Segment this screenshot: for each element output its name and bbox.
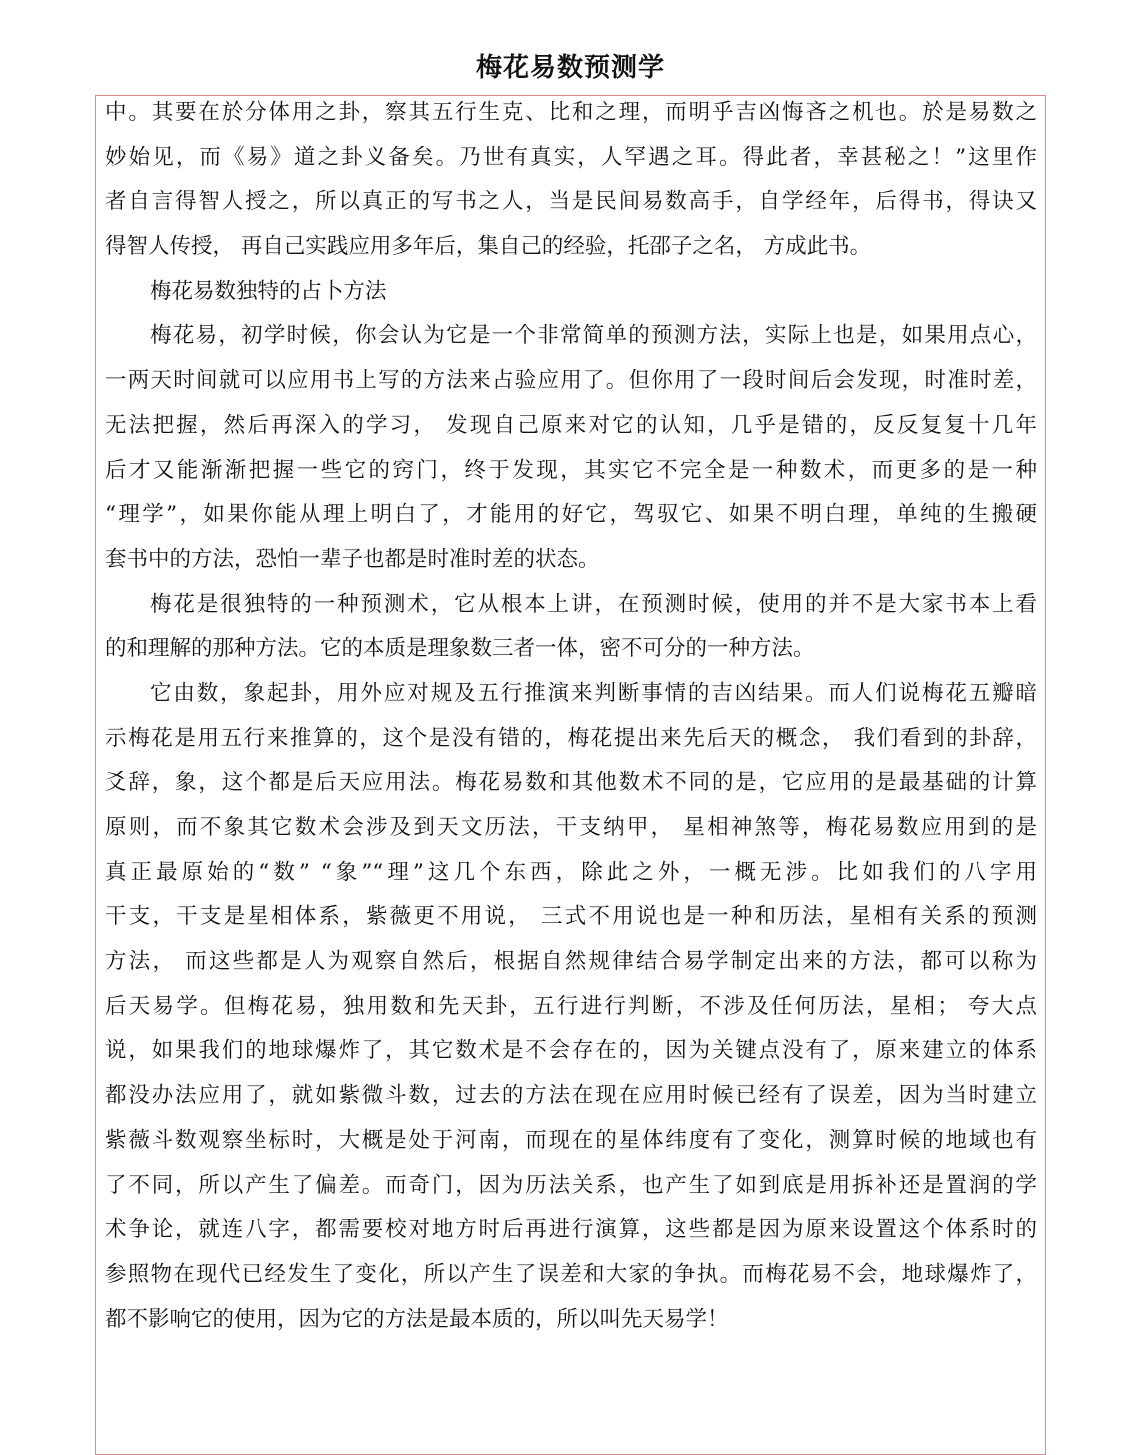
paragraph: [105, 91, 1037, 270]
text-line: 者自言得智人授之，所以真正的写书之人，当是民间易数高手，自学经年，后得书，得诀又: [105, 189, 1037, 215]
text-line: 真正最原始的“数” “象”“理”这几个东西，除此之外，一概无涉。比如我们的八字用: [105, 859, 1037, 885]
text-line: 紫薇斗数观察坐标时，大概是处于河南，而现在的星体纬度有了变化，测算时候的地域也有: [105, 1127, 1037, 1153]
text-line: 术争论，就连八字，都需要校对地方时后再进行演算，这些都是因为原来设置这个体系时的: [105, 1217, 1037, 1243]
text-line: 梅花是很独特的一种预测术，它从根本上讲，在预测时候，使用的并不是大家书本上看: [150, 591, 1037, 617]
text-line: 了不同，所以产生了偏差。而奇门，因为历法关系，也产生了如到底是用拆补还是置润的学: [105, 1172, 1037, 1198]
text-line: 原则，而不象其它数术会涉及到天文历法，干支纳甲， 星相神煞等，梅花易数应用到的是: [105, 815, 1037, 840]
text-line: 梅花易，初学时候，你会认为它是一个非常简单的预测方法，实际上也是，如果用点心，: [150, 323, 1037, 349]
section-heading: [105, 270, 1037, 315]
text-line: 妙始见，而《易》道之卦义备矣。乃世有真实，人罕遇之耳。得此者，幸甚秘之！”这里作: [105, 144, 1037, 170]
text-line: 爻辞，象，这个都是后天应用法。梅花易数和其他数术不同的是，它应用的是最基础的计算: [105, 770, 1037, 796]
text-line: 示梅花是用五行来推算的，这个是没有错的，梅花提出来先后天的概念， 我们看到的卦辞，: [105, 725, 1037, 751]
text-line: 套书中的方法，恐怕一辈子也都是时准时差的状态。: [105, 546, 600, 572]
text-line: 说，如果我们的地球爆炸了，其它数术是不会存在的，因为关键点没有了，原来建立的体系: [105, 1038, 1037, 1064]
text-line: 无法把握，然后再深入的学习， 发现自己原来对它的认知，几乎是错的，反反复复十几年: [105, 412, 1037, 438]
text-line: 干支，干支是星相体系，紫薇更不用说， 三式不用说也是一种和历法，星相有关系的预测: [105, 904, 1037, 930]
text-line: 后天易学。但梅花易，独用数和先天卦，五行进行判断，不涉及任何历法，星相； 夸大点: [105, 993, 1037, 1019]
text-line: 得智人传授， 再自己实践应用多年后，集自己的经验，托邵子之名， 方成此书。: [105, 234, 872, 260]
document-body: [105, 91, 1037, 1342]
text-line: 后才又能渐渐把握一些它的窍门，终于发现，其实它不完全是一种数术，而更多的是一种: [105, 457, 1037, 483]
paragraph: [105, 672, 1037, 1342]
text-line: 都没办法应用了，就如紫微斗数，过去的方法在现在应用时候已经有了误差，因为当时建立: [105, 1083, 1037, 1109]
text-line: 它由数，象起卦，用外应对规及五行推演来判断事情的吉凶结果。而人们说梅花五瓣暗: [150, 680, 1037, 706]
paragraph: [105, 583, 1037, 672]
text-line: 中。其要在於分体用之卦，察其五行生克、比和之理，而明乎吉凶悔吝之机也。於是易数之: [105, 100, 1037, 125]
text-line: 的和理解的那种方法。它的本质是理象数三者一体，密不可分的一种方法。: [105, 636, 815, 662]
text-line: “理学”，如果你能从理上明白了，才能用的好它，驾驭它、如果不明白理，单纯的生搬硬: [105, 502, 1037, 528]
text-line: 方法， 而这些都是人为观察自然后，根据自然规律结合易学制定出来的方法，都可以称为: [105, 949, 1037, 975]
paragraph: [105, 314, 1037, 582]
text-line: 参照物在现代已经发生了变化，所以产生了误差和大家的争执。而梅花易不会，地球爆炸了，: [105, 1261, 1037, 1287]
text-line: 都不影响它的使用，因为它的方法是最本质的，所以叫先天易学！: [105, 1306, 729, 1332]
text-line: 梅花易数独特的占卜方法: [150, 278, 387, 304]
text-line: 一两天时间就可以应用书上写的方法来占验应用了。但你用了一段时间后会发现，时准时差，: [105, 368, 1037, 394]
page-title: 梅花易数预测学: [475, 53, 665, 83]
